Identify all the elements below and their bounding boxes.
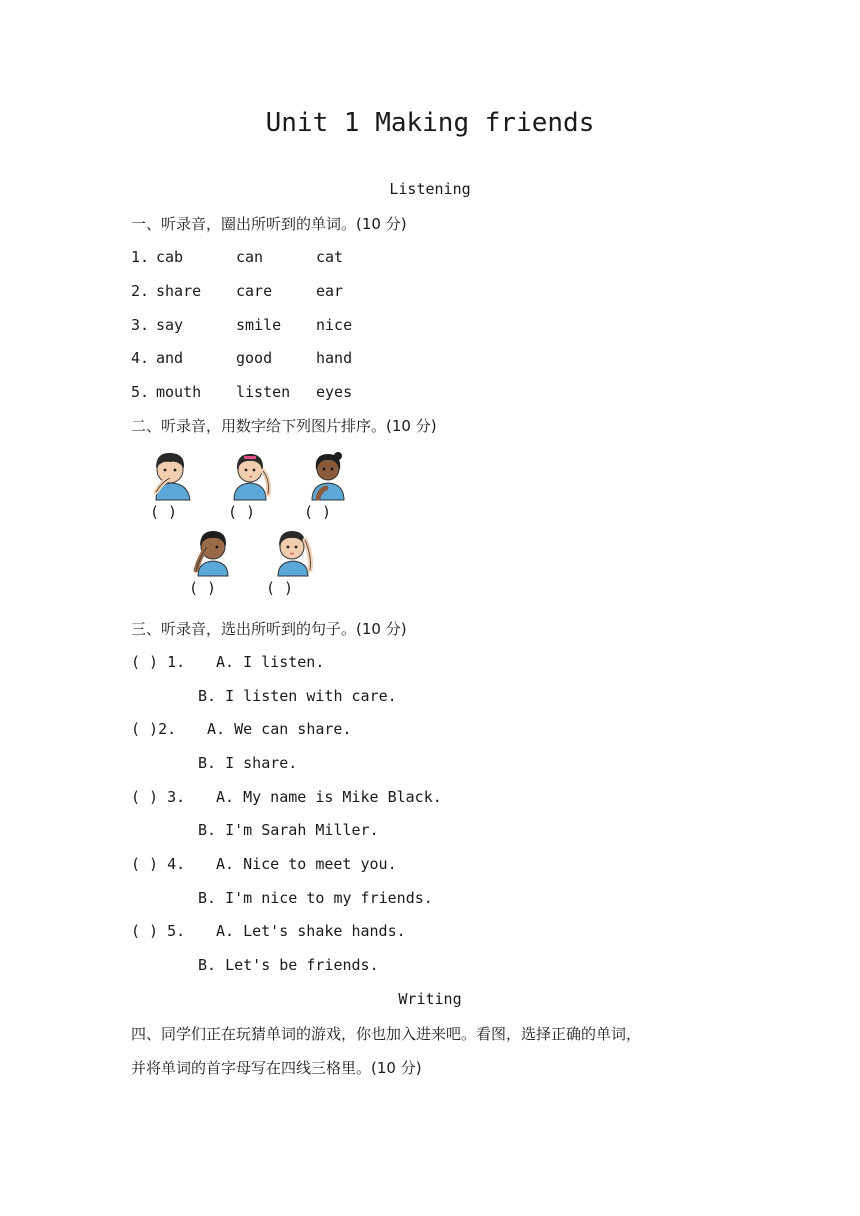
row-number: 4. — [131, 349, 150, 367]
word-option[interactable]: share — [156, 282, 202, 300]
page-title: Unit 1 Making friends — [265, 108, 595, 138]
boy-pointing-head-picture — [270, 526, 316, 578]
word-option[interactable]: listen — [236, 383, 291, 401]
option-a: A. I listen. — [216, 653, 325, 671]
listening-label: Listening — [389, 180, 471, 198]
option-a: A. Let's shake hands. — [216, 922, 406, 940]
row-number: 3. — [131, 316, 150, 334]
section2-heading: 二、听录音，用数字给下列图片排序。(10 分) — [131, 417, 437, 435]
order-answer-box[interactable]: ( ) — [304, 503, 332, 521]
word-option[interactable]: cab — [156, 248, 184, 266]
word-option[interactable]: say — [156, 316, 184, 334]
option-a: A. Nice to meet you. — [216, 855, 397, 873]
section4-heading-line1: 四、同学们正在玩猜单词的游戏，你也加入进来吧。看图，选择正确的单词， — [131, 1025, 642, 1043]
option-b: B. I share. — [198, 754, 298, 772]
section1-heading: 一、听录音，圈出所听到的单词。(10 分) — [131, 215, 407, 233]
word-option[interactable]: care — [236, 282, 273, 300]
boy-pointing-mouth-picture — [148, 448, 196, 502]
word-option[interactable]: can — [236, 248, 264, 266]
word-option[interactable]: ear — [316, 282, 344, 300]
girl-touching-ear-picture — [226, 448, 274, 502]
option-b: B. I'm Sarah Miller. — [198, 821, 379, 839]
row-number: 5. — [131, 383, 150, 401]
option-b: B. I listen with care. — [198, 687, 397, 705]
word-option[interactable]: cat — [316, 248, 344, 266]
option-b: B. Let's be friends. — [198, 956, 379, 974]
option-b: B. I'm nice to my friends. — [198, 889, 433, 907]
section3-heading: 三、听录音，选出所听到的句子。(10 分) — [131, 620, 407, 638]
answer-bracket[interactable]: ( ) 4. — [131, 855, 186, 873]
answer-bracket[interactable]: ( ) 3. — [131, 788, 186, 806]
option-a: A. We can share. — [207, 720, 352, 738]
word-option[interactable]: smile — [236, 316, 282, 334]
order-answer-box[interactable]: ( ) — [266, 579, 294, 597]
answer-bracket[interactable]: ( ) 1. — [131, 653, 186, 671]
word-option[interactable]: mouth — [156, 383, 202, 401]
word-option[interactable]: good — [236, 349, 273, 367]
order-answer-box[interactable]: ( ) — [228, 503, 256, 521]
section4-heading-line2: 并将单词的首字母写在四线三格里。(10 分) — [131, 1059, 422, 1077]
answer-bracket[interactable]: ( )2. — [131, 720, 177, 738]
word-option[interactable]: nice — [316, 316, 353, 334]
answer-bracket[interactable]: ( ) 5. — [131, 922, 186, 940]
order-answer-box[interactable]: ( ) — [189, 579, 217, 597]
option-a: A. My name is Mike Black. — [216, 788, 442, 806]
word-option[interactable]: and — [156, 349, 184, 367]
order-answer-box[interactable]: ( ) — [150, 503, 178, 521]
girl-pointing-chest-picture — [304, 448, 352, 502]
writing-label: Writing — [398, 990, 462, 1008]
row-number: 2. — [131, 282, 150, 300]
boy-pointing-eye-picture — [190, 526, 236, 578]
row-number: 1. — [131, 248, 150, 266]
word-option[interactable]: eyes — [316, 383, 353, 401]
word-option[interactable]: hand — [316, 349, 353, 367]
